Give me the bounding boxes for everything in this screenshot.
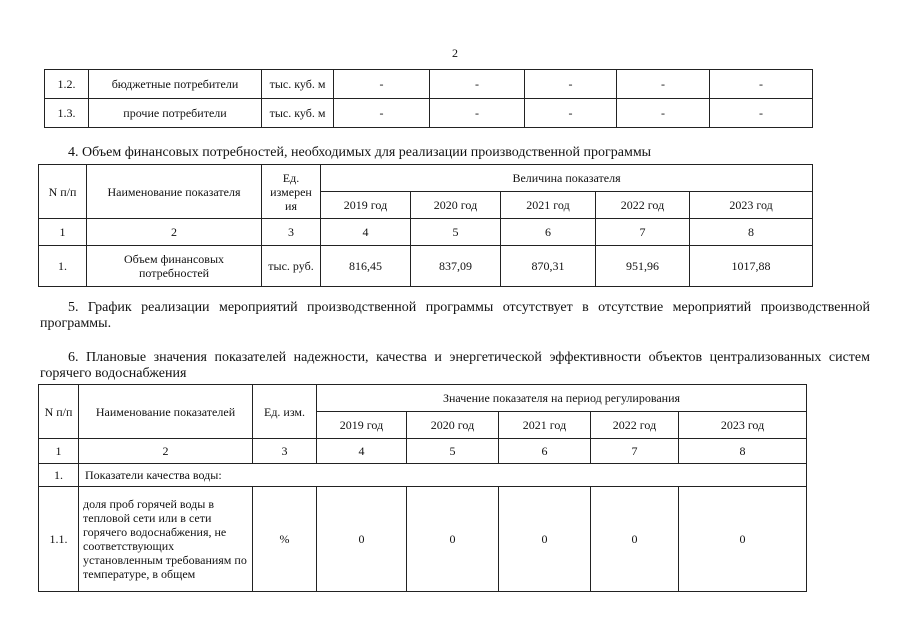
cell-value: 0 (407, 487, 499, 592)
header-year: 2023 год (679, 412, 807, 439)
header-year: 2023 год (690, 192, 813, 219)
header-group: Величина показателя (321, 165, 813, 192)
cell-value: - (334, 99, 430, 128)
cell-value: - (430, 99, 525, 128)
cell-value: - (430, 70, 525, 99)
row-number: 1.3. (45, 99, 89, 128)
header-year: 2022 год (596, 192, 690, 219)
index-cell: 7 (596, 219, 690, 246)
index-cell: 2 (79, 439, 253, 464)
row-number: 1. (39, 246, 87, 287)
header-num: N п/п (39, 165, 87, 219)
table-row (45, 70, 813, 99)
header-unit: Ед. изм. (253, 385, 317, 439)
header-year: 2020 год (411, 192, 501, 219)
index-cell: 8 (690, 219, 813, 246)
header-year: 2022 год (591, 412, 679, 439)
table-row (45, 99, 813, 128)
index-cell: 4 (321, 219, 411, 246)
index-cell: 6 (499, 439, 591, 464)
cell-value: 951,96 (596, 246, 690, 287)
cell-value: 0 (499, 487, 591, 592)
index-cell: 5 (411, 219, 501, 246)
index-cell: 1 (39, 439, 79, 464)
header-year: 2021 год (501, 192, 596, 219)
index-cell: 4 (317, 439, 407, 464)
section-4-heading: 4. Объем финансовых потребностей, необходимых для реализации производственной программы (68, 145, 652, 160)
table-reliability-indicators (38, 384, 807, 592)
cell-value: 1017,88 (690, 246, 813, 287)
cell-value: 837,09 (411, 246, 501, 287)
section-6-paragraph: 6. Плановые значения показателей надежности, качества и энергетической эффективности объектов централизованных систем горячего водоснабжения (40, 350, 870, 381)
table-index-row (39, 439, 807, 464)
header-name: Наименование показателя (87, 165, 262, 219)
cell-value: - (334, 70, 430, 99)
cell-value: - (710, 99, 813, 128)
row-number: 1. (39, 464, 79, 487)
row-unit: тыс. куб. м (262, 99, 334, 128)
header-group: Значение показателя на период регулирования (317, 385, 807, 412)
index-cell: 7 (591, 439, 679, 464)
cell-value: - (525, 99, 617, 128)
row-unit: % (253, 487, 317, 592)
cell-value: - (710, 70, 813, 99)
row-number: 1.2. (45, 70, 89, 99)
table-section-row (39, 464, 807, 487)
cell-value: - (525, 70, 617, 99)
row-name: прочие потребители (89, 99, 262, 128)
row-name: бюджетные потребители (89, 70, 262, 99)
header-year: 2019 год (321, 192, 411, 219)
index-cell: 1 (39, 219, 87, 246)
row-name: доля проб горячей воды в тепловой сети или в сети горячего водоснабжения, не соответствующих установленным требованиям по температуре, в общем (79, 487, 253, 592)
header-unit: Ед. измерен ия (262, 165, 321, 219)
row-name: Объем финансовых потребностей (87, 246, 262, 287)
row-number: 1.1. (39, 487, 79, 592)
section-title: Показатели качества воды: (79, 464, 807, 487)
index-cell: 3 (253, 439, 317, 464)
table-header-row (39, 385, 807, 412)
index-cell: 2 (87, 219, 262, 246)
cell-value: - (617, 99, 710, 128)
section-5-paragraph: 5. График реализации мероприятий производственной программы отсутствует в отсутствие мероприятий производственной программы. (40, 300, 870, 331)
table-row (39, 487, 807, 592)
page-number: 2 (452, 46, 458, 60)
header-year: 2021 год (499, 412, 591, 439)
cell-value: 870,31 (501, 246, 596, 287)
row-unit: тыс. куб. м (262, 70, 334, 99)
table-header-row (39, 165, 813, 192)
table-volumes-continued (44, 69, 813, 128)
cell-value: 816,45 (321, 246, 411, 287)
header-name: Наименование показателей (79, 385, 253, 439)
header-year: 2020 год (407, 412, 499, 439)
table-index-row (39, 219, 813, 246)
index-cell: 5 (407, 439, 499, 464)
table-row (39, 246, 813, 287)
cell-value: - (617, 70, 710, 99)
index-cell: 8 (679, 439, 807, 464)
index-cell: 6 (501, 219, 596, 246)
cell-value: 0 (679, 487, 807, 592)
row-unit: тыс. руб. (262, 246, 321, 287)
cell-value: 0 (591, 487, 679, 592)
header-year: 2019 год (317, 412, 407, 439)
table-financial-needs (38, 164, 813, 287)
index-cell: 3 (262, 219, 321, 246)
cell-value: 0 (317, 487, 407, 592)
header-num: N п/п (39, 385, 79, 439)
